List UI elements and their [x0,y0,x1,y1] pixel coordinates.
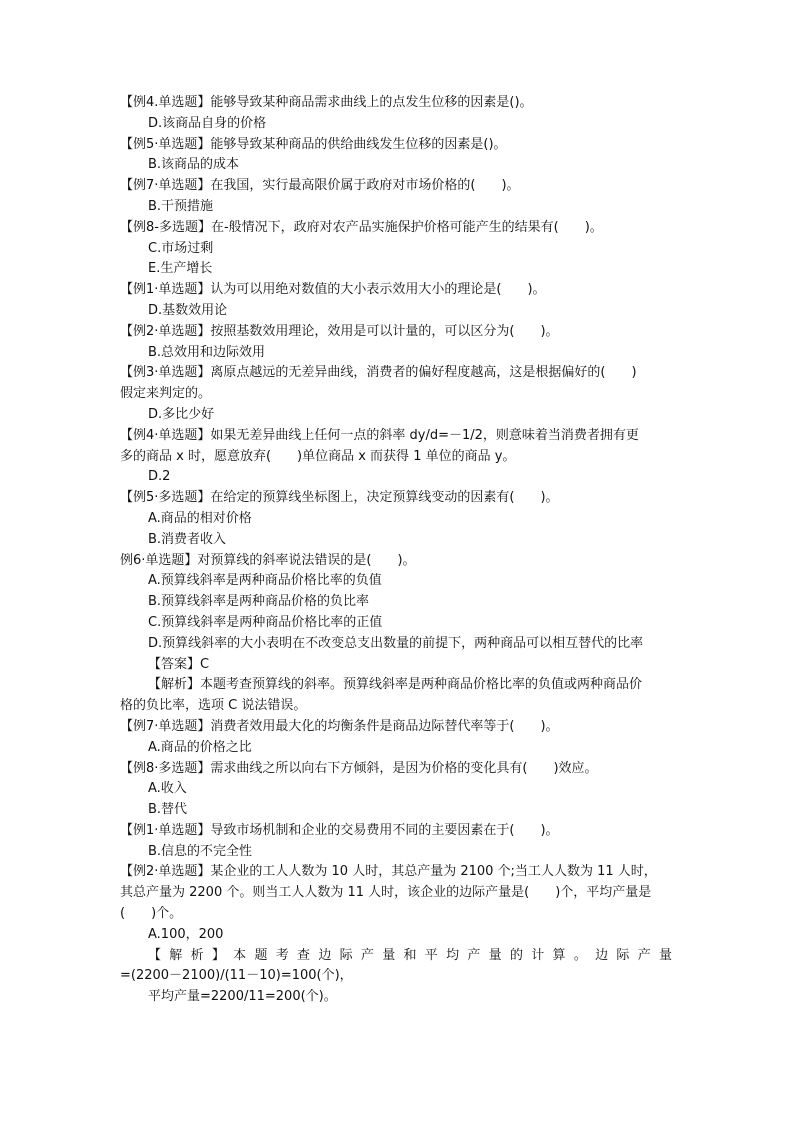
question-stem: 【例2·单选题】某企业的工人人数为 10 人时，其总产量为 2100 个;当工人人数为 11 人时， [120,864,657,880]
question-stem: 【例4.单选题】能够导致某种商品需求曲线上的点发生位移的因素是()。 [120,95,533,110]
question-stem: 【例1·单选题】导致市场机制和企业的交易费用不同的主要因素在于( )。 [120,822,559,838]
answer-option: B.消费者收入 [148,531,227,547]
answer-option: C.市场过剩 [148,240,214,256]
question-stem: 【例7·单选题】消费者效用最大化的均衡条件是商品边际替代率等于( )。 [120,718,559,734]
answer-option: B.替代 [148,802,188,818]
answer-option: A.预算线斜率是两种商品价格比率的负值 [148,573,382,589]
answer-option: D.基数效用论 [148,302,228,318]
answer-option: A.收入 [148,781,187,797]
question-stem-continued: ( )个。 [120,906,183,922]
explanation: 【解析】本题考查预算线的斜率。预算线斜率是两种商品价格比率的负值或两种商品价 [148,677,643,693]
question-stem: 【例3·单选题】离原点越远的无差异曲线，消费者的偏好程度越高，这是根据偏好的( ) [120,365,637,381]
answer-option: B.信息的不完全性 [148,843,253,859]
answer-option: B.总效用和边际效用 [148,344,266,360]
answer-option: C.预算线斜率是两种商品价格比率的正值 [148,614,383,630]
answer-option: B.该商品的成本 [148,157,240,173]
answer-option: D.预算线斜率的大小表明在不改变总支出数量的前提下，两种商品可以相互替代的比率 [148,635,644,651]
explanation-formula: =(2200－2100)/(11－10)=100(个)， [120,968,353,984]
answer-option: A.商品的相对价格 [148,510,252,526]
answer-option: D.2 [148,469,171,485]
question-stem-continued: 其总产量为 2200 个。则当工人人数为 11 人时，该企业的边际产量是( )个，平均产量是 [120,885,652,901]
answer-option: A.商品的价格之比 [148,739,252,755]
explanation-formula: 平均产量=2200/11=200(个)。 [148,989,337,1005]
answer-option: E.生产增长 [148,261,213,277]
question-stem-continued: 假定来判定的。 [120,386,212,402]
question-stem: 【例4·单选题】如果无差异曲线上任何一点的斜率 dy/d=－1/2，则意味着当消费者拥有更 [120,427,639,443]
answer-option: A.100，200 [148,926,224,942]
question-stem: 例6·单选题】对预算线的斜率说法错误的是( )。 [120,552,416,568]
answer-option: D.该商品自身的价格 [148,115,267,131]
explanation-continued: 格的负比率，选项 C 说法错误。 [120,698,307,714]
answer-option: B.干预措施 [148,198,214,214]
question-stem: 【例7·单选题】在我国，实行最高限价属于政府对市场价格的( )。 [120,178,520,194]
answer-key: 【答案】C [148,656,210,672]
answer-option: D.多比少好 [148,406,215,422]
question-stem: 【例8·多选题】需求曲线之所以向右下方倾斜，是因为价格的变化具有( )效应。 [120,760,598,776]
explanation: 【解析】本题考查边际产量和平均产量的计算。边际产量 [148,947,676,963]
question-stem: 【例5·单选题】能够导致某种商品的供给曲线发生位移的因素是()。 [120,136,507,152]
question-stem: 【例5·多选题】在给定的预算线坐标图上，决定预算线变动的因素有( )。 [120,490,559,506]
answer-option: B.预算线斜率是两种商品价格的负比率 [148,594,370,610]
question-stem-continued: 多的商品 x 时，愿意放弃( )单位商品 x 而获得 1 单位的商品 y。 [120,448,516,464]
question-stem: 【例1·单选题】认为可以用绝对数值的大小表示效用大小的理论是( )。 [120,282,546,298]
document-body [120,93,676,1008]
question-stem: 【例8-多选题】在-般情况下，政府对农产品实施保护价格可能产生的结果有( )。 [120,219,603,235]
question-stem: 【例2·单选题】按照基数效用理论，效用是可以计量的，可以区分为( )。 [120,323,559,339]
